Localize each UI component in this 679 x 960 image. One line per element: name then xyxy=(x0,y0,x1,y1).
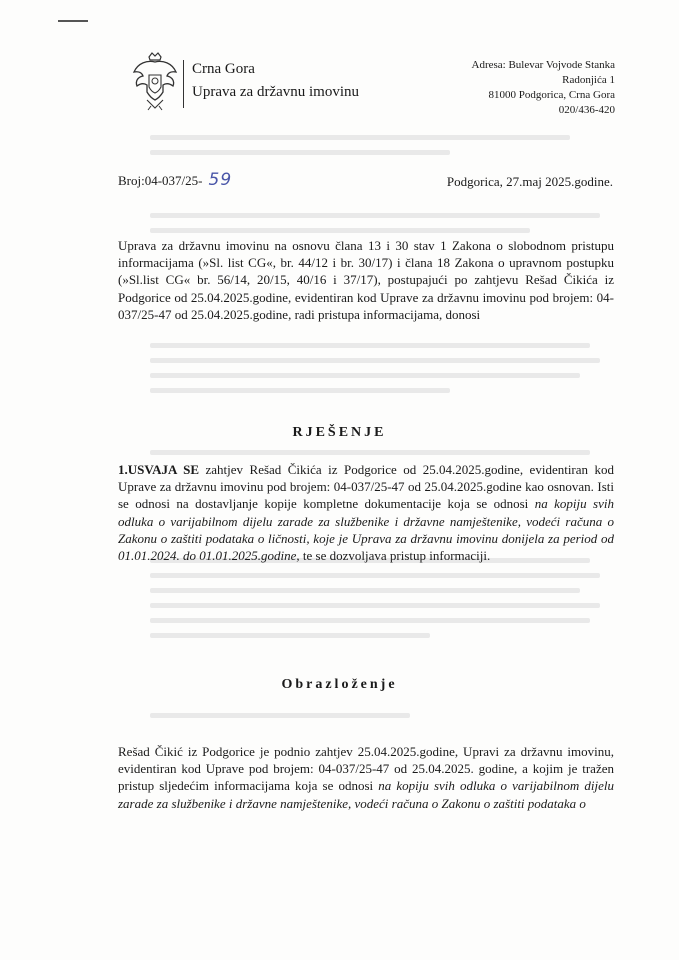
decision-text: zahtjev Rešad Čikića iz Podgorice od 25.04.2025.godine, evidentiran kod Uprave za državnu imovinu pod brojem: 04-037/25-47 od 25.04.2025.godine kao osnovan. Isti se odnosi na dostavljanje kopije kompletne dokumentacije koja se odnosi xyxy=(118,462,615,512)
issuer-block xyxy=(192,58,359,104)
address-block xyxy=(472,58,615,118)
decision-title: RJEŠENJE xyxy=(292,425,387,440)
coat-of-arms-icon xyxy=(130,50,180,112)
decision-lead: 1.USVAJA SE xyxy=(118,462,200,477)
page-edge-mark xyxy=(58,20,88,22)
address-street: Adresa: Bulevar Vojvode Stanka xyxy=(471,59,615,71)
reasoning-title: Obrazloženje xyxy=(281,677,398,692)
address-city: 81000 Podgorica, Crna Gora xyxy=(488,89,615,101)
reference-number xyxy=(118,170,232,190)
intro-paragraph: Uprava za državnu imovinu na osnovu člana 13 i 30 stav 1 Zakona o slobodnom pristupu informacijama (»Sl. list CG«, br. 44/12 i br. 30/17) i člana 18 Zakona o upravnom postupku (»Sl.list CG« br. 56/14, 20/15, 40/16 i 37/17), postupajući po zahtjevu Rešad Čikića iz Podgorice od 25.04.2025.godine, evidentiran kod Uprave za državnu imovinu pod brojem: 04-037/25-47 od 25.04.2025.godine, radi pristupa informacijama, donosi xyxy=(118,238,614,322)
reference-label: Broj:04-037/25- xyxy=(118,173,203,188)
decision-tail: te se dozvoljava pristup informaciji. xyxy=(299,548,491,564)
reasoning-text: Rešad Čikić iz Podgorice je podnio zahtjev 25.04.2025.godine, Upravi za državnu imovinu, evidentiran kod Uprave pod brojem: 04-037/25-47 od 25.04.2025. godine, a kojim je tražen pristup sljedećim informacijama koja se odnosi xyxy=(118,744,614,794)
reasoning-italic: na kopiju svih odluka o varijabilnom dijelu zarade za službenike i državne namještenike, vodeći računa o Zakonu o zaštiti podataka o xyxy=(118,778,615,811)
reasoning-paragraph xyxy=(118,743,614,812)
address-number: Radonjića 1 xyxy=(562,74,615,86)
country-name: Crna Gora xyxy=(192,61,255,77)
address-phone: 020/436-420 xyxy=(558,104,615,116)
decision-paragraph xyxy=(118,461,614,564)
institution-name: Uprava za državnu imovinu xyxy=(192,84,360,100)
document-date: Podgorica, 27.maj 2025.godine. xyxy=(446,174,613,189)
header-divider xyxy=(183,60,184,108)
decision-italic: na kopiju svih odluka o varijabilnom dijelu zarade za službenike i državne namještenike, vodeći računa o Zakonu o zaštiti podataka o ličnosti, koje je Uprava za državnu imovinu donijela za period od 01.01.2024. do 01.01.2025.godine, xyxy=(118,496,615,564)
handwritten-number: 59 xyxy=(208,170,233,190)
